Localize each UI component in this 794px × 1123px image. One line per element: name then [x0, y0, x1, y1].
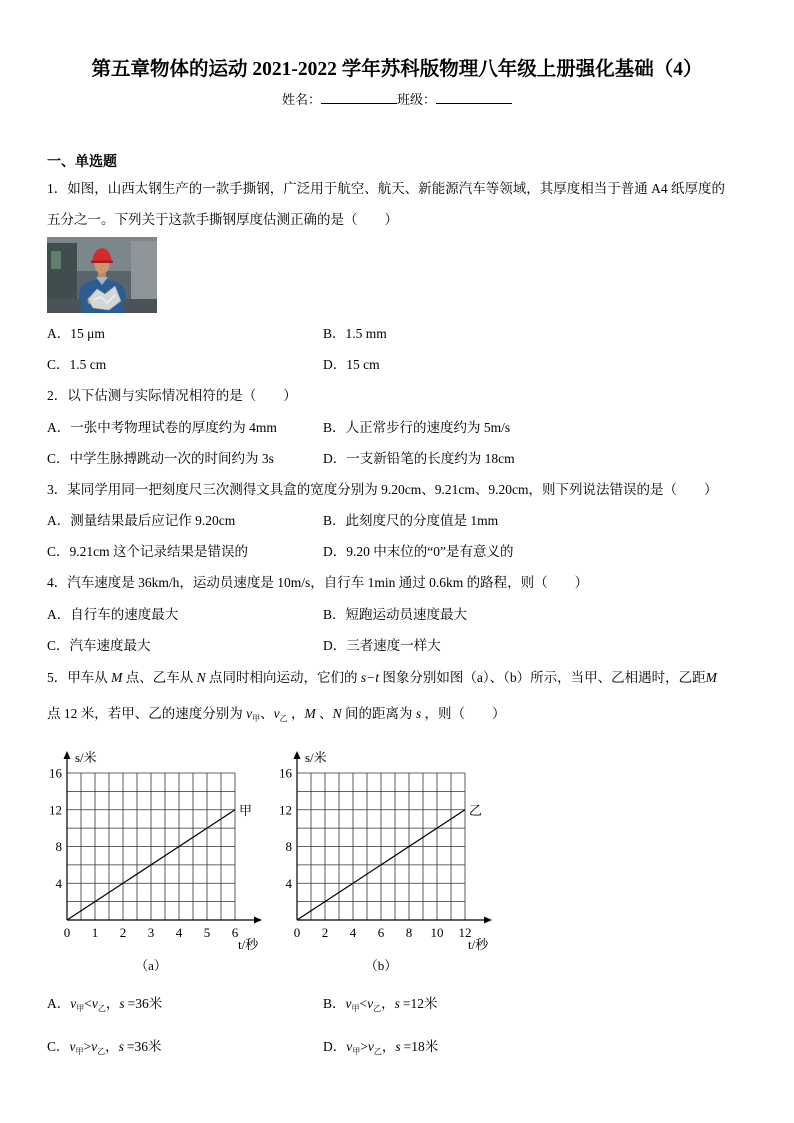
question-1-option-b: B．1.5 mm [323, 326, 387, 341]
velocity-subscript: 甲 [351, 1004, 360, 1013]
y-tick-label: 12 [49, 802, 62, 818]
point-m-symbol: M [111, 670, 123, 685]
question-3-option-c: C．9.21cm 这个记录结果是错误的 [47, 544, 248, 559]
question-5-stem-line-1 [47, 669, 717, 687]
point-m-symbol: M [705, 670, 717, 685]
x-axis-label: t/秒 [238, 937, 259, 952]
distance-value: =12米 [402, 996, 438, 1011]
y-axis-label: s/米 [75, 750, 97, 765]
distance-symbol: s [118, 1039, 124, 1054]
velocity-symbol: v [91, 1039, 98, 1054]
question-2-option-d: D．一支新铅笔的长度约为 18cm [323, 451, 515, 466]
velocity-symbol: v [246, 706, 253, 721]
x-tick-label: 2 [119, 925, 127, 940]
x-tick-label: 0 [293, 925, 301, 940]
velocity-subscript: 乙 [97, 1004, 106, 1013]
hard-hat-brim [91, 261, 113, 264]
x-tick-label: 4 [175, 925, 183, 940]
distance-value: =18米 [403, 1039, 439, 1054]
x-tick-label: 6 [377, 925, 385, 940]
distance-symbol: s [394, 996, 400, 1011]
distance-symbol: s [395, 1039, 401, 1054]
x-tick-label: 0 [63, 925, 71, 940]
distance-value: =36米 [126, 1039, 162, 1054]
question-2-option-c: C．中学生脉搏跳动一次的时间约为 3s [47, 451, 274, 466]
question-3-option-d: D．9.20 中末位的“0”是有意义的 [323, 544, 514, 559]
machine-panel [51, 251, 61, 269]
question-5-option-b [323, 995, 438, 1015]
velocity-subscript: 甲 [75, 1047, 84, 1056]
point-n-symbol: N [332, 706, 342, 721]
option-label: B． [323, 996, 346, 1011]
question-1-stem-line-2: 五分之一。下列关于这款手撕钢厚度估测正确的是（ ） [47, 212, 398, 227]
question-5-stem-line-2 [47, 705, 506, 725]
x-tick-label: 3 [147, 925, 155, 940]
stem-text: 、 [315, 706, 333, 721]
y-axis-arrow [294, 751, 301, 759]
velocity-symbol: v [70, 996, 77, 1011]
stem-text: 图象分别如图（a）、（b）所示，当甲、乙相遇时，乙距 [379, 670, 706, 685]
class-label: 班级： [397, 92, 437, 107]
chart-caption: （a） [135, 958, 167, 973]
velocity-symbol: v [367, 996, 374, 1011]
y-tick-label: 12 [279, 802, 292, 818]
point-m-symbol: M [304, 706, 316, 721]
stem-text: 点 12 米，若甲、乙的速度分别为 [47, 706, 247, 721]
question-3-option-a: A．测量结果最后应记作 9.20cm [47, 513, 236, 528]
question-4-stem: 4．汽车速度是 36km/h，运动员速度是 10m/s，自行车 1min 通过 0.6km 的路程，则（ ） [47, 575, 589, 590]
option-label: A． [47, 996, 71, 1011]
velocity-symbol: v [69, 1039, 76, 1054]
series-label: 甲 [239, 802, 253, 818]
y-axis-arrow [64, 751, 71, 759]
compare-sign: < [359, 996, 368, 1011]
question-2-option-a: A．一张中考物理试卷的厚度约为 4mm [47, 420, 277, 435]
name-blank [321, 91, 397, 104]
class-blank [436, 91, 512, 104]
question-1-option-c: C．1.5 cm [47, 357, 107, 372]
stem-text: 点、乙车从 [122, 670, 197, 685]
student-info [0, 91, 794, 109]
x-tick-label: 10 [430, 925, 444, 940]
question-1-option-a: A．15 μm [47, 326, 105, 341]
x-tick-label: 4 [349, 925, 357, 940]
question-1-option-d: D．15 cm [323, 357, 380, 372]
y-axis-label: s/米 [305, 750, 327, 765]
stem-text: 间的距离为 [341, 706, 416, 721]
x-axis-label: t/秒 [468, 937, 489, 952]
distance-value: =36米 [127, 996, 163, 1011]
chart-caption: （b） [364, 958, 398, 973]
x-tick-label: 5 [203, 925, 211, 940]
steel-foil-photo [47, 237, 157, 313]
velocity-symbol: v [273, 706, 280, 721]
y-tick-label: 4 [55, 875, 62, 891]
velocity-subscript: 甲 [352, 1047, 361, 1056]
question-4-option-c: C．汽车速度最大 [47, 638, 151, 653]
question-5-option-c [47, 1038, 162, 1058]
velocity-subscript: 乙 [373, 1047, 382, 1056]
separator: ， [105, 996, 120, 1011]
question-3-stem: 3．某同学用同一把刻度尺三次测得文具盒的宽度分别为 9.20cm、9.21cm、9.20cm，则下列说法错误的是（ ） [47, 482, 718, 497]
x-tick-label: 6 [231, 925, 239, 940]
question-2-option-b: B．人正常步行的速度约为 5m/s [323, 420, 511, 435]
question-4-option-b: B．短跑运动员速度最大 [323, 607, 468, 622]
question-1-stem-line-1: 1．如图，山西太钢生产的一款手撕钢，广泛用于航空、航天、新能源汽车等领域，其厚度相当于普通 A4 纸厚度的 [47, 181, 725, 196]
question-2-stem: 2．以下估测与实际情况相符的是（ ） [47, 388, 297, 403]
option-label: C． [47, 1039, 70, 1054]
separator: ， [381, 1039, 396, 1054]
s-t-chart-b [270, 745, 498, 980]
velocity-symbol: v [91, 996, 98, 1011]
distance-symbol: s [119, 996, 125, 1011]
series-label: 乙 [469, 802, 483, 818]
question-4-option-d: D．三者速度一样大 [323, 638, 441, 653]
machine-right [131, 241, 157, 303]
s-t-chart-a [40, 745, 268, 980]
velocity-symbol: v [367, 1039, 374, 1054]
stem-text: ， [287, 706, 305, 721]
section-title: 一、单选题 [47, 155, 117, 170]
velocity-symbol: v [346, 1039, 353, 1054]
page-title: 第五章物体的运动 2021-2022 学年苏科版物理八年级上册强化基础（4） [91, 59, 703, 80]
velocity-subscript: 甲 [76, 1004, 85, 1013]
velocity-subscript: 乙 [279, 714, 288, 723]
question-4-option-a: A．自行车的速度最大 [47, 607, 179, 622]
point-n-symbol: N [196, 670, 206, 685]
stem-text: ，则（ ） [421, 706, 506, 721]
x-tick-label: 1 [91, 925, 99, 940]
compare-sign: > [83, 1039, 92, 1054]
velocity-subscript: 甲 [252, 714, 261, 723]
x-tick-label: 2 [321, 925, 329, 940]
question-5-option-a [47, 995, 162, 1015]
distance-symbol: s [415, 706, 422, 721]
y-tick-label: 16 [49, 765, 62, 781]
y-tick-label: 4 [285, 875, 292, 891]
question-3-option-b: B．此刻度尺的分度值是 1mm [323, 513, 499, 528]
velocity-symbol: v [345, 996, 352, 1011]
y-tick-label: 8 [55, 839, 62, 854]
velocity-subscript: 乙 [373, 1004, 382, 1013]
x-axis-arrow [484, 917, 492, 924]
x-tick-label: 12 [458, 925, 472, 940]
separator: ， [381, 996, 395, 1011]
y-tick-label: 16 [279, 765, 292, 781]
compare-sign: > [360, 1039, 368, 1054]
stem-text: 5．甲车从 [47, 670, 112, 685]
stem-text: 点同时相向运动，它们的 [205, 670, 361, 685]
y-tick-label: 8 [285, 839, 292, 854]
x-axis-arrow [254, 917, 262, 924]
option-label: D． [323, 1039, 347, 1054]
stem-text: 、 [260, 706, 274, 721]
x-tick-label: 8 [405, 925, 413, 940]
s-t-symbol: s−t [360, 670, 380, 685]
separator: ， [105, 1039, 119, 1054]
velocity-subscript: 乙 [97, 1047, 106, 1056]
question-5-option-d [323, 1038, 438, 1058]
name-label: 姓名： [281, 92, 321, 107]
compare-sign: < [84, 996, 92, 1011]
